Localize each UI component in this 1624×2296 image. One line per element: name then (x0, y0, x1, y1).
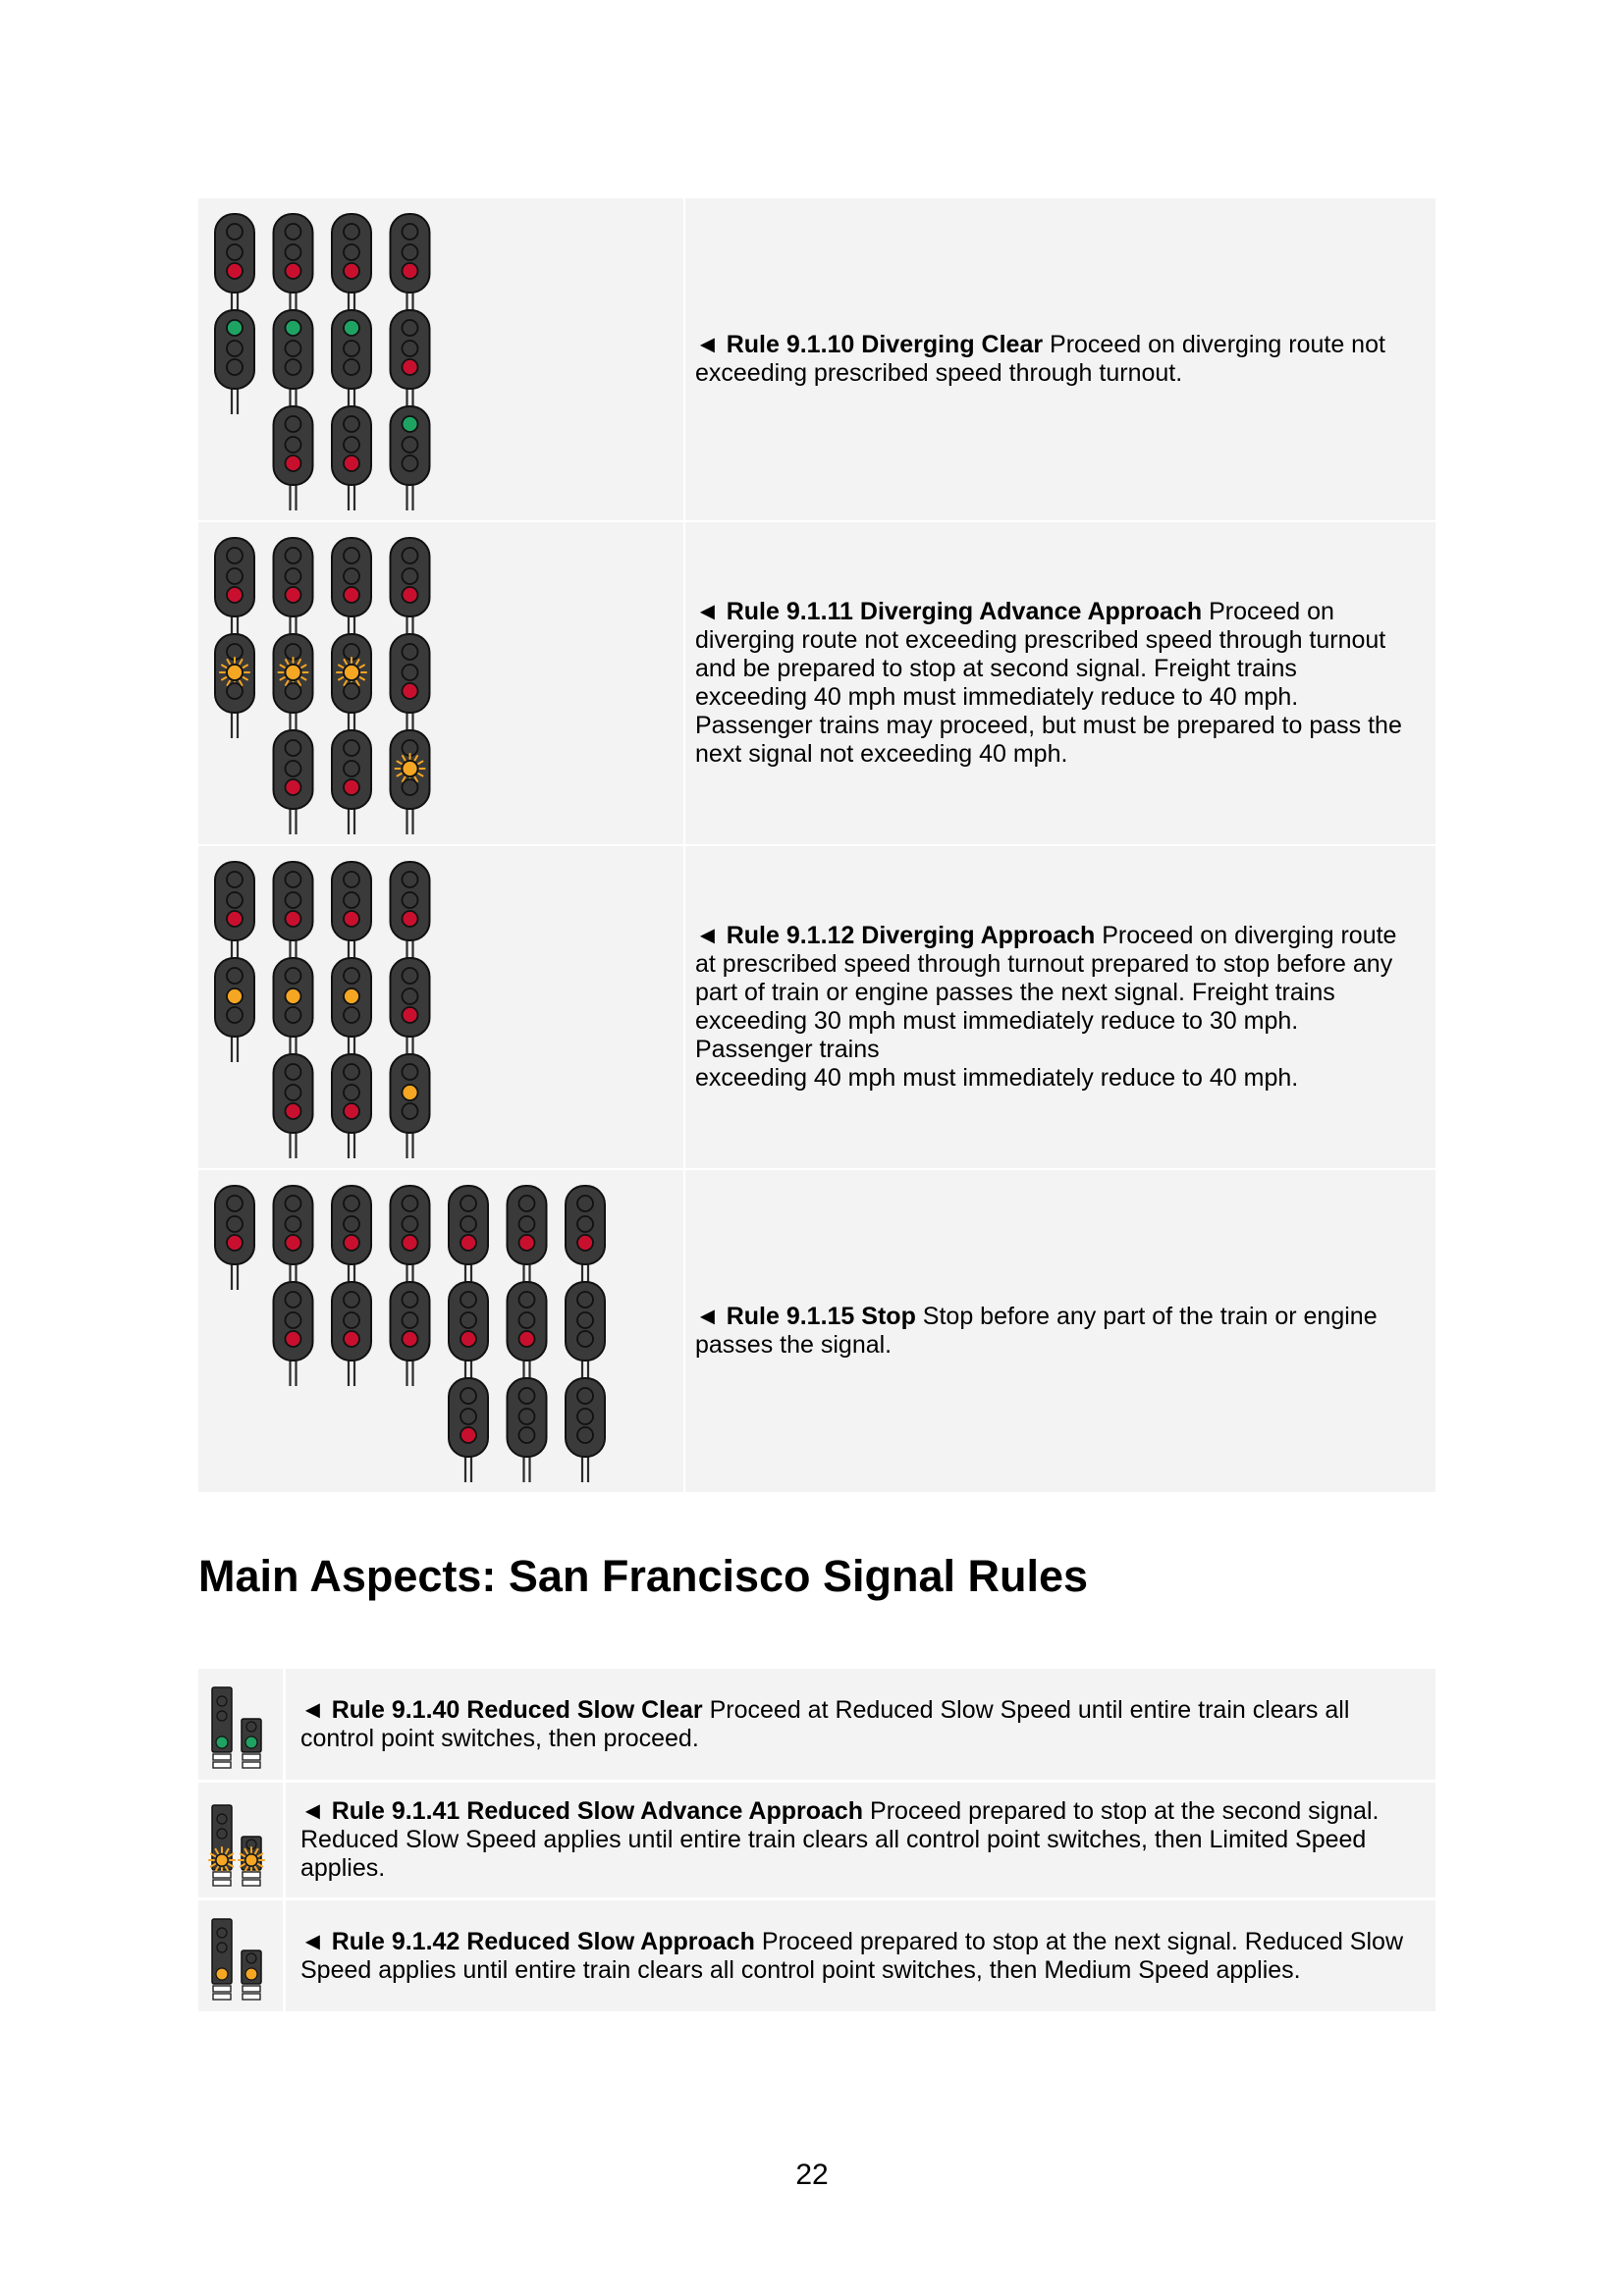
signal-lamp (344, 1064, 359, 1080)
signal-lamp (344, 437, 359, 453)
signal-mast (274, 1186, 313, 1386)
signal-aspects-graphic (198, 1170, 683, 1492)
signal-lamp (286, 892, 301, 908)
rule-name: Reduced Slow Clear (466, 1695, 703, 1724)
signal-lamp (460, 1331, 476, 1347)
signal-lamp (344, 548, 359, 563)
signal-lamp (227, 320, 243, 336)
signal-lamp (227, 548, 243, 563)
signal-lamp (577, 1312, 593, 1328)
signal-lamp (403, 1103, 418, 1119)
signal-diagram (198, 522, 685, 844)
signal-lamp (286, 1103, 301, 1119)
rule-name: Diverging Clear (861, 331, 1044, 358)
dwarf-signal-base (243, 1986, 260, 1992)
signal-lamp (403, 644, 418, 660)
rule-text-line: at prescribed speed through turnout prepared to stop before any (695, 950, 1393, 978)
signal-lamp (403, 779, 418, 795)
arrow-icon: ◄ (300, 1797, 325, 1825)
rule-row (198, 1783, 1435, 1900)
signal-lamp (286, 779, 301, 795)
signal-mast (332, 1186, 371, 1386)
rule-text-line: passes the signal. (695, 1331, 893, 1359)
signal-mast (566, 1186, 605, 1482)
rule-description (300, 1797, 1379, 1883)
signal-lamp (577, 1331, 593, 1347)
rule-description (695, 922, 1396, 1093)
arrow-icon: ◄ (695, 331, 720, 358)
signal-lamp (403, 892, 418, 908)
signal-lamp (344, 587, 359, 603)
signal-lamp (403, 263, 418, 279)
dwarf-signal-base (213, 1880, 231, 1886)
signal-lamp (286, 320, 301, 336)
signal-lamp (227, 683, 243, 699)
signal-lamp (227, 1235, 243, 1251)
signal-lamp (227, 587, 243, 603)
signal-lamp (216, 1736, 228, 1748)
signal-lamp (286, 224, 301, 240)
signal-lamp (227, 1196, 243, 1211)
signal-lamp (286, 988, 301, 1004)
signal-rules-table (198, 198, 1435, 1492)
rule-text-line: applies. (300, 1854, 386, 1882)
signal-lamp (344, 1085, 359, 1100)
signal-lamp (460, 1388, 476, 1404)
rule-text-line: diverging route not exceeding prescribed speed through turnout (695, 626, 1386, 654)
signal-lamp (286, 911, 301, 927)
rule-name: Reduced Slow Approach (466, 1927, 755, 1955)
rule-description (695, 331, 1385, 388)
rule-number: Rule 9.1.42 (331, 1927, 460, 1955)
signal-lamp (344, 740, 359, 756)
arrow-icon: ◄ (300, 1927, 325, 1955)
signal-lamp (286, 437, 301, 453)
signal-lamp (403, 665, 418, 680)
signal-lamp (344, 872, 359, 887)
signal-lamp (344, 455, 359, 471)
signal-lamp (403, 872, 418, 887)
signal-lamp (217, 1696, 227, 1706)
signal-mast (391, 1186, 430, 1386)
signal-lamp (344, 779, 359, 795)
rule-row (198, 198, 1435, 522)
signal-lamp (344, 1103, 359, 1119)
signal-diagram (198, 846, 685, 1168)
signal-lamp (577, 1388, 593, 1404)
signal-lamp (403, 1085, 418, 1100)
signal-mast (274, 862, 313, 1158)
signal-lamp (403, 359, 418, 375)
dwarf-signal-base (213, 1762, 231, 1768)
rule-number: Rule 9.1.10 (726, 331, 855, 358)
signal-lamp (577, 1427, 593, 1443)
signal-lamp (460, 1196, 476, 1211)
arrow-icon: ◄ (695, 922, 720, 949)
signal-lamp (344, 1235, 359, 1251)
signal-lamp (344, 263, 359, 279)
signal-lamp (286, 359, 301, 375)
signal-lamp (577, 1216, 593, 1232)
rule-description-cell (286, 1669, 1435, 1780)
dwarf-signal-icon (198, 1669, 283, 1780)
rule-row (198, 846, 1435, 1170)
signal-lamp (216, 1968, 228, 1980)
signal-lamp (344, 665, 359, 680)
rule-text-line: Proceed on diverging route (1102, 922, 1397, 949)
dwarf-signal-base (243, 1754, 260, 1760)
signal-lamp (216, 1854, 228, 1866)
signal-lamp (227, 263, 243, 279)
signal-lamp (245, 1854, 257, 1866)
signal-lamp (519, 1196, 535, 1211)
signal-lamp (403, 224, 418, 240)
signal-lamp (227, 341, 243, 356)
signal-lamp (403, 548, 418, 563)
signal-lamp (286, 1312, 301, 1328)
signal-mast (391, 862, 430, 1158)
signal-aspects-graphic (198, 846, 683, 1168)
rule-description-cell (286, 1783, 1435, 1897)
rule-text-line: Reduced Slow Speed applies until entire train clears all control point switches, then Limited Speed (300, 1826, 1367, 1853)
rule-text-line: Passenger trains (695, 1036, 880, 1063)
signal-lamp (519, 1216, 535, 1232)
signal-lamp (403, 416, 418, 432)
rule-description-cell (685, 1170, 1435, 1492)
signal-lamp (344, 761, 359, 776)
rule-text-line: exceeding 30 mph must immediately reduce to 30 mph. (695, 1007, 1299, 1035)
signal-lamp (460, 1216, 476, 1232)
signal-lamp (246, 1953, 256, 1963)
signal-lamp (217, 1829, 227, 1839)
signal-lamp (286, 665, 301, 680)
signal-lamp (403, 1007, 418, 1023)
signal-lamp (403, 1064, 418, 1080)
dwarf-signal-base (213, 1754, 231, 1760)
signal-lamp (344, 1312, 359, 1328)
signal-lamp (227, 224, 243, 240)
signal-lamp (217, 1928, 227, 1938)
signal-lamp (519, 1427, 535, 1443)
signal-lamp (286, 740, 301, 756)
signal-lamp (227, 988, 243, 1004)
signal-aspects-graphic (198, 522, 683, 844)
signal-lamp (344, 320, 359, 336)
signal-diagram (198, 1783, 286, 1897)
signal-lamp (245, 1736, 257, 1748)
signal-lamp (519, 1235, 535, 1251)
signal-lamp (344, 988, 359, 1004)
signal-lamp (286, 872, 301, 887)
signal-lamp (460, 1409, 476, 1424)
signal-lamp (286, 1292, 301, 1308)
signal-lamp (286, 263, 301, 279)
signal-lamp (344, 359, 359, 375)
signal-lamp (227, 665, 243, 680)
signal-lamp (286, 761, 301, 776)
rule-description-cell (286, 1900, 1435, 2011)
signal-lamp (227, 911, 243, 927)
signal-mast (391, 214, 430, 510)
signal-lamp (403, 761, 418, 776)
signal-lamp (403, 968, 418, 984)
rule-name: Diverging Advance Approach (859, 598, 1203, 625)
rule-text-line: Stop before any part of the train or engine (922, 1303, 1378, 1330)
signal-mast (215, 862, 254, 1062)
signal-lamp (403, 341, 418, 356)
dwarf-signal-icon (198, 1900, 283, 2011)
dwarf-signal-icon (198, 1783, 283, 1897)
signal-lamp (286, 548, 301, 563)
dwarf-signal-pair (209, 1805, 264, 1886)
signal-lamp (286, 568, 301, 584)
signal-diagram (198, 1669, 286, 1780)
rule-description (300, 1696, 1349, 1753)
arrow-icon: ◄ (300, 1695, 325, 1724)
signal-mast (508, 1186, 547, 1482)
signal-lamp (286, 416, 301, 432)
rule-name: Reduced Slow Advance Approach (466, 1797, 864, 1825)
signal-mast (215, 214, 254, 414)
dwarf-signal-base (243, 1880, 260, 1886)
signal-lamp (519, 1312, 535, 1328)
signal-lamp (344, 1196, 359, 1211)
signal-lamp (286, 1196, 301, 1211)
signal-lamp (344, 568, 359, 584)
signal-lamp (246, 1722, 256, 1732)
rule-description-cell (685, 522, 1435, 844)
rule-name: Stop (861, 1303, 916, 1330)
signal-lamp (227, 568, 243, 584)
signal-lamp (403, 437, 418, 453)
signal-lamp (227, 1007, 243, 1023)
signal-lamp (403, 455, 418, 471)
signal-lamp (403, 244, 418, 260)
signal-lamp (286, 968, 301, 984)
rule-description (695, 1303, 1378, 1360)
signal-lamp (227, 1216, 243, 1232)
signal-mast (274, 538, 313, 834)
signal-lamp (460, 1292, 476, 1308)
signal-lamp (344, 1007, 359, 1023)
signal-lamp (286, 1085, 301, 1100)
signal-lamp (403, 1292, 418, 1308)
rule-description (300, 1928, 1403, 1985)
signal-diagram (198, 198, 685, 520)
signal-lamp (577, 1235, 593, 1251)
signal-lamp (519, 1292, 535, 1308)
signal-lamp (344, 1216, 359, 1232)
signal-mast (274, 214, 313, 510)
signal-lamp (286, 587, 301, 603)
rule-text-line: exceeding 40 mph must immediately reduce to 40 mph. (695, 683, 1299, 711)
signal-lamp (403, 988, 418, 1004)
signal-lamp (403, 911, 418, 927)
reduced-slow-rules-table (198, 1669, 1435, 2011)
rule-row (198, 1900, 1435, 2011)
section-title: Main Aspects: San Francisco Signal Rules (198, 1551, 1089, 1601)
dwarf-signal-base (243, 1872, 260, 1878)
signal-lamp (286, 1216, 301, 1232)
signal-lamp (460, 1235, 476, 1251)
signal-lamp (227, 968, 243, 984)
rule-text-line: exceeding 40 mph must immediately reduce to 40 mph. (695, 1064, 1299, 1092)
rule-number: Rule 9.1.41 (331, 1797, 460, 1825)
rule-number: Rule 9.1.15 (726, 1303, 855, 1330)
signal-mast (332, 214, 371, 510)
signal-lamp (286, 341, 301, 356)
signal-mast (215, 538, 254, 738)
rule-text-line: Proceed on diverging route not (1050, 331, 1385, 358)
rule-text-line: Proceed at Reduced Slow Speed until entire train clears all (709, 1695, 1350, 1724)
dwarf-signal-base (213, 1994, 231, 2000)
signal-lamp (227, 359, 243, 375)
dwarf-signal-pair (212, 1919, 261, 2000)
signal-lamp (403, 587, 418, 603)
dwarf-signal-base (213, 1986, 231, 1992)
signal-mast (215, 1186, 254, 1290)
signal-lamp (286, 1331, 301, 1347)
signal-lamp (286, 1007, 301, 1023)
signal-lamp (577, 1292, 593, 1308)
rule-text-line: next signal not exceeding 40 mph. (695, 740, 1068, 768)
signal-lamp (403, 683, 418, 699)
signal-lamp (519, 1388, 535, 1404)
signal-diagram (198, 1170, 685, 1492)
page-number: 22 (795, 2159, 829, 2191)
rule-description (695, 598, 1402, 769)
signal-lamp (344, 892, 359, 908)
signal-lamp (245, 1968, 257, 1980)
dwarf-signal-base (243, 1994, 260, 2000)
signal-lamp (227, 872, 243, 887)
signal-lamp (344, 341, 359, 356)
signal-lamp (344, 224, 359, 240)
signal-lamp (403, 1196, 418, 1211)
arrow-icon: ◄ (695, 1303, 720, 1330)
signal-lamp (403, 1312, 418, 1328)
rule-description-cell (685, 846, 1435, 1168)
rule-text-line: Speed applies until entire train clears all control point switches, then Medium Speed applies. (300, 1955, 1301, 1984)
signal-lamp (286, 1235, 301, 1251)
signal-lamp (519, 1409, 535, 1424)
signal-lamp (286, 455, 301, 471)
signal-lamp (227, 244, 243, 260)
rule-number: Rule 9.1.11 (726, 598, 853, 625)
signal-lamp (403, 1331, 418, 1347)
signal-lamp (344, 911, 359, 927)
signal-lamp (460, 1312, 476, 1328)
signal-lamp (577, 1196, 593, 1211)
signal-mast (449, 1186, 488, 1482)
rule-text-line: Passenger trains may proceed, but must be prepared to pass the (695, 712, 1402, 739)
rule-row (198, 1170, 1435, 1492)
signal-lamp (344, 968, 359, 984)
signal-lamp (217, 1943, 227, 1952)
signal-lamp (286, 1064, 301, 1080)
rule-text-line: Proceed prepared to stop at the second signal. (870, 1797, 1380, 1825)
signal-mast (332, 862, 371, 1158)
signal-lamp (577, 1409, 593, 1424)
signal-lamp (227, 892, 243, 908)
signal-aspects-graphic (198, 198, 683, 520)
rule-text-line: exceeding prescribed speed through turnout. (695, 359, 1183, 387)
rule-number: Rule 9.1.40 (331, 1695, 460, 1724)
signal-mast (332, 538, 371, 834)
signal-lamp (519, 1331, 535, 1347)
rule-row (198, 522, 1435, 846)
signal-mast (391, 538, 430, 834)
dwarf-signal-pair (212, 1687, 261, 1768)
rule-name: Diverging Approach (861, 922, 1096, 949)
rule-text-line: Proceed on (1209, 598, 1334, 625)
rule-description-cell (685, 198, 1435, 520)
signal-lamp (403, 320, 418, 336)
signal-lamp (217, 1814, 227, 1824)
rule-row (198, 1669, 1435, 1783)
rule-text-line: control point switches, then proceed. (300, 1724, 699, 1752)
signal-lamp (344, 1292, 359, 1308)
signal-lamp (403, 1235, 418, 1251)
signal-lamp (286, 683, 301, 699)
signal-lamp (286, 244, 301, 260)
signal-lamp (344, 244, 359, 260)
rule-text-line: Proceed prepared to stop at the next signal. Reduced Slow (761, 1927, 1403, 1955)
dwarf-signal-base (243, 1762, 260, 1768)
rule-text-line: part of train or engine passes the next signal. Freight trains (695, 979, 1335, 1006)
signal-lamp (344, 683, 359, 699)
rule-number: Rule 9.1.12 (726, 922, 855, 949)
dwarf-signal-base (213, 1872, 231, 1878)
signal-diagram (198, 1900, 286, 2011)
signal-lamp (403, 568, 418, 584)
signal-lamp (344, 1331, 359, 1347)
rule-text-line: and be prepared to stop at second signal. Freight trains (695, 655, 1297, 682)
signal-lamp (403, 1216, 418, 1232)
arrow-icon: ◄ (695, 598, 720, 625)
signal-lamp (344, 416, 359, 432)
signal-lamp (460, 1427, 476, 1443)
signal-lamp (217, 1711, 227, 1721)
